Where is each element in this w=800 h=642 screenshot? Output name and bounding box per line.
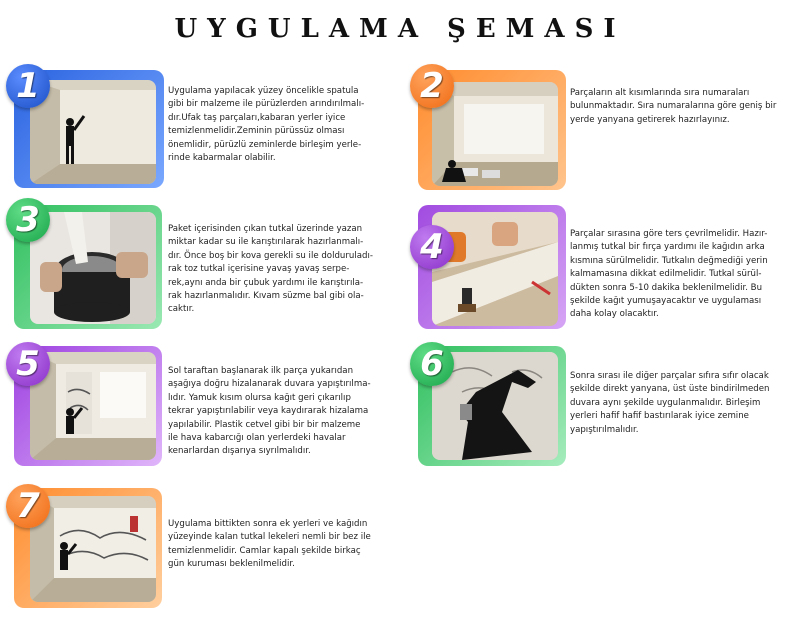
- step-2-number-badge: 2: [410, 64, 454, 108]
- step-3-description: Paket içerisinden çıkan tutkal üzerinde yazan miktar kadar su ile karıştırılarak hazırlanmalı- dır. Önce boş bir kova gerekli su ile dolduruladı- rak toz tutkal içerisine yavaş yavaş serpe- rek,aynı anda bir çubuk yardımı ile karıştırıla- rak hazırlanmalıdır. Kıvam süzme bal gibi ola- caktır.: [168, 224, 373, 315]
- step-4-description: Parçalar sırasına göre ters çevrilmelidir. Hazır- lanmış tutkal bir fırça yardımı ile kağıdın arka kısmına sürülmelidir. Tutkalın değmediği yerin kalmamasına dikkat edilmelidir. Tutkal sürül- dükten sonra 5-10 dakika beklenilmelidir. Bu şekilde kağıt yumuşayacaktır ve uygulaması daha kolay olacaktır.: [570, 229, 768, 320]
- step-6-description: Sonra sırası ile diğer parçalar sıfıra sıfır olacak şekilde direkt yanyana, üst üste bindirilmeden duvara aynı şekilde uygulanmalıdır. Birleşim yerleri hafif hafif bastırılarak iyice zemine yapıştırılmalıdır.: [570, 371, 770, 435]
- step-2-description: Parçaların alt kısımlarında sıra numaraları bulunmaktadır. Sıra numaralarına göre geniş bir yerde yanyana getirerek hazırlayınız.: [570, 88, 777, 125]
- step-1-description: Uygulama yapılacak yüzey öncelikle spatula gibi bir malzeme ile pürüzlerden arındırılmalı- dır.Ufak taş parçaları,kabaran yerler iyice temizlenmelidir.Zeminin pürüssüz olması önemlidir, pürüzlü zeminlerde birleşim yerle- rinde kabarmalar olabilir.: [168, 86, 365, 164]
- step-7-description: Uygulama bittikten sonra ek yerleri ve kağıdın yüzeyinde kalan tutkal lekeleri nemli bir bez ile temizlenmelidir. Camlar kapalı şekilde birkaç gün kuruması beklenilmelidir.: [168, 519, 371, 570]
- step-4-number-badge: 4: [410, 225, 454, 269]
- page-title: UYGULAMA ŞEMASI: [174, 14, 626, 44]
- step-5-number-badge: 5: [6, 342, 50, 386]
- step-3-illustration: [30, 212, 156, 324]
- step-1-number-badge: 1: [6, 64, 50, 108]
- step-3-number-badge: 3: [6, 198, 50, 242]
- step-5-description: Sol taraftan başlanarak ilk parça yukarıdan aşağıya doğru hizalanarak duvara yapıştırılma- lıdır. Yamuk kısım olursa kağıt geri çıkarılıp tekrar yapıştırılabilir veya kaydırarak hizalama yapılabilir. Plastik cetvel gibi bir bir malzeme ile hava kabarcığı olan yerlerdeki havalar kenarlardan dışarıya sıyrılmalıdır.: [168, 366, 371, 457]
- step-1-illustration: [30, 80, 156, 184]
- step-2-illustration: [432, 82, 558, 186]
- step-7-number-badge: 7: [6, 484, 50, 528]
- step-4-illustration: [432, 212, 558, 326]
- step-6-number-badge: 6: [410, 342, 454, 386]
